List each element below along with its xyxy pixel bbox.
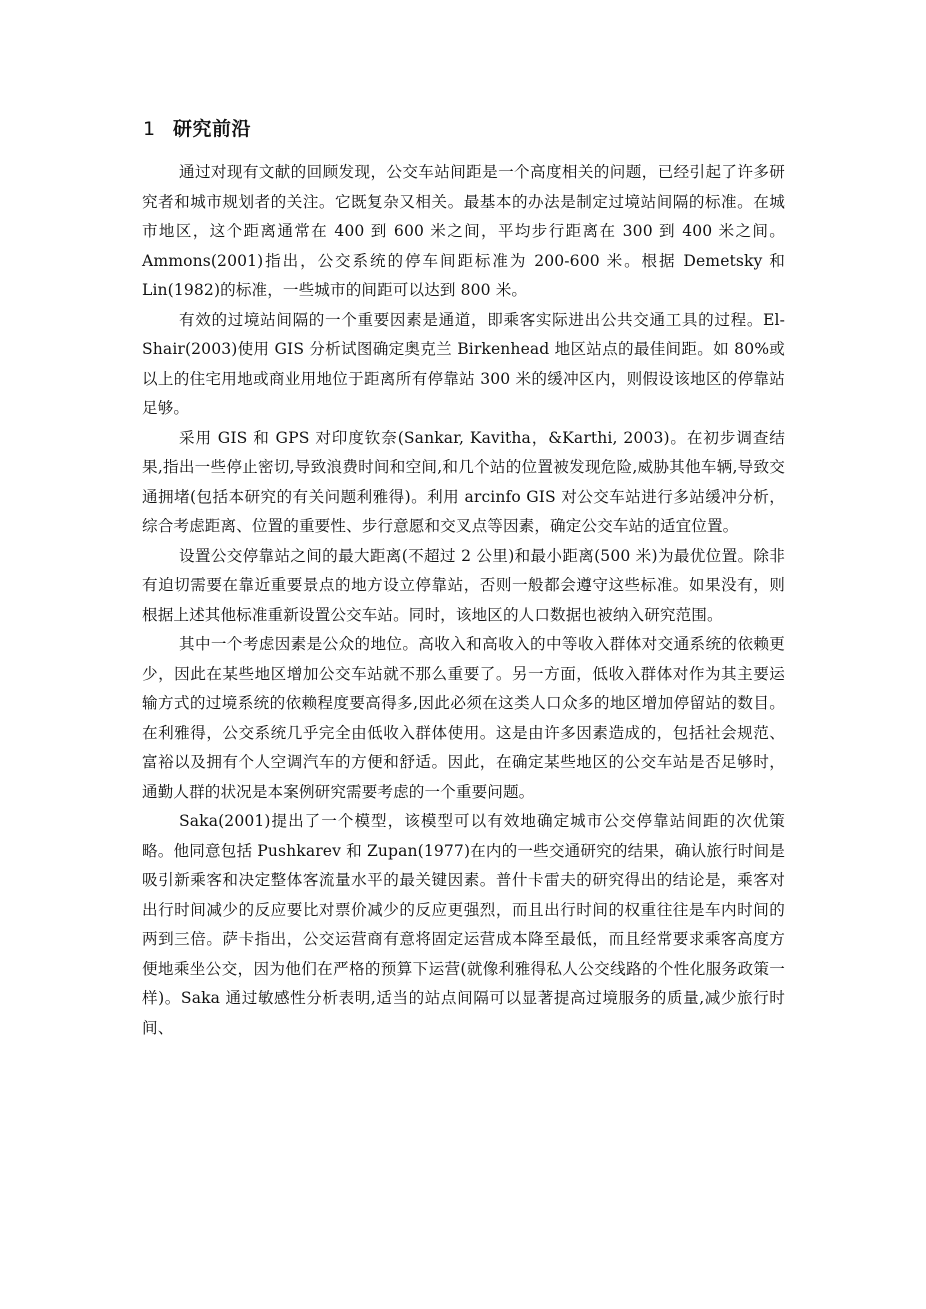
paragraph-4: 设置公交停靠站之间的最大距离(不超过 2 公里)和最小距离(500 米)为最优位置。除非有迫切需要在靠近重要景点的地方设立停靠站，否则一般都会遵守这些标准。如果没有，则根据上述其他标准重新设置公交车站。同时，该地区的人口数据也被纳入研究范围。 [142, 546, 785, 624]
paragraph-6: Saka(2001)提出了一个模型，该模型可以有效地确定城市公交停靠站间距的次优策略。他同意包括 Pushkarev 和 Zupan(1977)在内的一些交通研究的结果，确认旅行时间是吸引新乘客和决定整体客流量水平的最关键因素。普什卡雷夫的研究得出的结论是，乘客对出行时间减少的反应要比对票价减少的反应更强烈，而且出行时间的权重往往是车内时间的两到三倍。萨卡指出，公交运营商有意将固定运营成本降至最低，而且经常要求乘客高度方便地乘坐公交，因为他们在严格的预算下运营(就像利雅得私人公交线路的个性化服务政策一样)。Saka 通过敏感性分析表明,适当的站点间隔可以显著提高过境服务的质量,减少旅行时间、 [142, 812, 785, 1037]
section-heading [143, 114, 251, 144]
section-title: 研究前沿 [173, 118, 252, 140]
body-text [142, 158, 785, 1043]
paragraph-1: 通过对现有文献的回顾发现，公交车站间距是一个高度相关的问题，已经引起了许多研究者和城市规划者的关注。它既复杂又相关。最基本的办法是制定过境站间隔的标准。在城市地区，这个距离通常在 400 到 600 米之间，平均步行距离在 300 到 400 米之间。Ammons(2001)指出，公交系统的停车间距标准为 200-600 米。根据 Demetsky 和 Lin(1982)的标准，一些城市的间距可以达到 800 米。 [142, 163, 785, 299]
paragraph-5: 其中一个考虑因素是公众的地位。高收入和高收入的中等收入群体对交通系统的依赖更少，因此在某些地区增加公交车站就不那么重要了。另一方面，低收入群体对作为其主要运输方式的过境系统的依赖程度要高得多,因此必须在这类人口众多的地区增加停留站的数目。在利雅得，公交系统几乎完全由低收入群体使用。这是由许多因素造成的，包括社会规范、富裕以及拥有个人空调汽车的方便和舒适。因此，在确定某些地区的公交车站是否足够时，通勤人群的状况是本案例研究需要考虑的一个重要问题。 [142, 635, 785, 801]
paragraph-3: 采用 GIS 和 GPS 对印度钦奈(Sankar, Kavitha，&Karthi, 2003)。在初步调查结果,指出一些停止密切,导致浪费时间和空间,和几个站的位置被发现危险,威胁其他车辆,导致交通拥堵(包括本研究的有关问题利雅得)。利用 arcinfo GIS 对公交车站进行多站缓冲分析，综合考虑距离、位置的重要性、步行意愿和交叉点等因素，确定公交车站的适宜位置。 [142, 428, 785, 535]
paragraph-2: 有效的过境站间隔的一个重要因素是通道，即乘客实际进出公共交通工具的过程。El-Shair(2003)使用 GIS 分析试图确定奥克兰 Birkenhead 地区站点的最佳间距。如 80%或以上的住宅用地或商业用地位于距离所有停靠站 300 米的缓冲区内，则假设该地区的停靠站足够。 [142, 310, 785, 417]
section-number: 1 [143, 118, 156, 140]
